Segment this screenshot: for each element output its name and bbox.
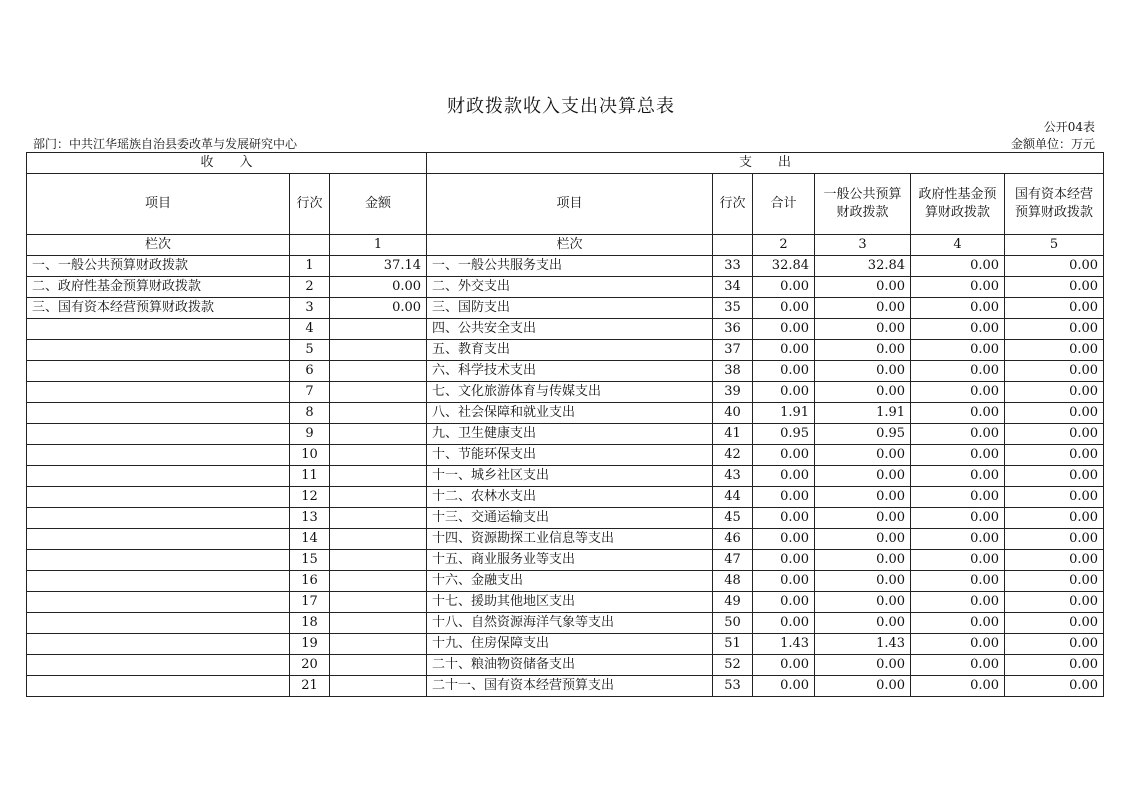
income-amount-cell [330, 634, 427, 655]
income-line-cell: 18 [290, 613, 330, 634]
income-amount-cell [330, 403, 427, 424]
expense-general-cell: 0.00 [815, 487, 911, 508]
expense-total-cell: 0.00 [753, 529, 815, 550]
expense-state-cell: 0.00 [1005, 361, 1104, 382]
income-amount-cell [330, 613, 427, 634]
header-income-amount: 金额 [330, 174, 427, 235]
expense-state-cell: 0.00 [1005, 592, 1104, 613]
expense-line-cell: 50 [713, 613, 753, 634]
expense-state-cell: 0.00 [1005, 424, 1104, 445]
expense-general-cell: 1.91 [815, 403, 911, 424]
expense-item-cell: 三、国防支出 [427, 298, 713, 319]
expense-state-cell: 0.00 [1005, 634, 1104, 655]
expense-fund-cell: 0.00 [911, 256, 1005, 277]
expense-item-cell: 二十、粮油物资储备支出 [427, 655, 713, 676]
income-line-cell: 10 [290, 445, 330, 466]
expense-line-cell: 39 [713, 382, 753, 403]
expense-state-cell: 0.00 [1005, 613, 1104, 634]
index-income-amount: 1 [330, 235, 427, 256]
expense-line-cell: 38 [713, 361, 753, 382]
expense-item-cell: 十五、商业服务业等支出 [427, 550, 713, 571]
income-item-cell [27, 508, 290, 529]
index-expense-item: 栏次 [427, 235, 713, 256]
income-item-cell [27, 655, 290, 676]
income-line-cell: 5 [290, 340, 330, 361]
income-amount-cell [330, 319, 427, 340]
expense-item-cell: 六、科学技术支出 [427, 361, 713, 382]
income-item-cell [27, 361, 290, 382]
expense-item-cell: 十一、城乡社区支出 [427, 466, 713, 487]
income-amount-cell [330, 571, 427, 592]
expense-general-cell: 0.00 [815, 382, 911, 403]
expense-state-cell: 0.00 [1005, 445, 1104, 466]
expense-total-cell: 0.00 [753, 466, 815, 487]
expense-line-cell: 53 [713, 676, 753, 697]
income-item-cell [27, 487, 290, 508]
income-line-cell: 1 [290, 256, 330, 277]
expense-general-cell: 0.00 [815, 592, 911, 613]
expense-fund-cell: 0.00 [911, 571, 1005, 592]
income-line-cell: 9 [290, 424, 330, 445]
income-amount-cell [330, 424, 427, 445]
table-row [27, 382, 1104, 403]
expense-general-cell: 0.00 [815, 655, 911, 676]
table-row [27, 550, 1104, 571]
income-amount-cell: 0.00 [330, 298, 427, 319]
expense-state-cell: 0.00 [1005, 655, 1104, 676]
table-row [27, 487, 1104, 508]
income-line-cell: 6 [290, 361, 330, 382]
expense-total-cell: 0.00 [753, 592, 815, 613]
income-amount-cell [330, 508, 427, 529]
income-amount-cell [330, 487, 427, 508]
header-income-item: 项目 [27, 174, 290, 235]
expense-state-cell: 0.00 [1005, 256, 1104, 277]
expense-item-cell: 十四、资源勘探工业信息等支出 [427, 529, 713, 550]
expense-fund-cell: 0.00 [911, 508, 1005, 529]
expense-item-cell: 十八、自然资源海洋气象等支出 [427, 613, 713, 634]
expense-fund-cell: 0.00 [911, 340, 1005, 361]
income-item-cell [27, 445, 290, 466]
table-row [27, 634, 1104, 655]
expense-line-cell: 43 [713, 466, 753, 487]
unit-label: 金额单位：万元 [1010, 137, 1095, 151]
income-amount-cell [330, 529, 427, 550]
expense-fund-cell: 0.00 [911, 298, 1005, 319]
expense-fund-cell: 0.00 [911, 592, 1005, 613]
expense-fund-cell: 0.00 [911, 613, 1005, 634]
expense-general-cell: 0.00 [815, 571, 911, 592]
expense-line-cell: 33 [713, 256, 753, 277]
header-expense-item: 项目 [427, 174, 713, 235]
income-amount-cell [330, 466, 427, 487]
expense-fund-cell: 0.00 [911, 319, 1005, 340]
income-line-cell: 11 [290, 466, 330, 487]
expense-fund-cell: 0.00 [911, 424, 1005, 445]
expense-item-cell: 二、外交支出 [427, 277, 713, 298]
income-line-cell: 17 [290, 592, 330, 613]
income-line-cell: 21 [290, 676, 330, 697]
expense-line-cell: 46 [713, 529, 753, 550]
income-section-header: 收 入 [27, 153, 427, 174]
header-expense-general: 一般公共预算财政拨款 [815, 174, 911, 235]
expense-general-cell: 0.00 [815, 277, 911, 298]
income-item-cell [27, 319, 290, 340]
income-item-cell: 二、政府性基金预算财政拨款 [27, 277, 290, 298]
income-line-cell: 13 [290, 508, 330, 529]
expense-state-cell: 0.00 [1005, 529, 1104, 550]
expense-line-cell: 44 [713, 487, 753, 508]
form-number: 公开04表 [1043, 120, 1095, 134]
income-item-cell [27, 340, 290, 361]
income-amount-cell: 0.00 [330, 277, 427, 298]
income-line-cell: 12 [290, 487, 330, 508]
expense-item-cell: 十九、住房保障支出 [427, 634, 713, 655]
income-line-cell: 4 [290, 319, 330, 340]
expense-fund-cell: 0.00 [911, 382, 1005, 403]
expense-state-cell: 0.00 [1005, 550, 1104, 571]
expense-item-cell: 八、社会保障和就业支出 [427, 403, 713, 424]
income-amount-cell [330, 445, 427, 466]
index-income-line [290, 235, 330, 256]
budget-table [26, 152, 1104, 697]
income-amount-cell: 37.14 [330, 256, 427, 277]
income-amount-cell [330, 676, 427, 697]
income-amount-cell [330, 340, 427, 361]
income-item-cell [27, 382, 290, 403]
expense-line-cell: 52 [713, 655, 753, 676]
expense-fund-cell: 0.00 [911, 550, 1005, 571]
expense-line-cell: 36 [713, 319, 753, 340]
expense-line-cell: 35 [713, 298, 753, 319]
expense-line-cell: 51 [713, 634, 753, 655]
table-row [27, 403, 1104, 424]
page-title: 财政拨款收入支出决算总表 [447, 96, 675, 117]
expense-general-cell: 0.00 [815, 676, 911, 697]
header-expense-line: 行次 [713, 174, 753, 235]
expense-total-cell: 0.00 [753, 361, 815, 382]
expense-total-cell: 0.00 [753, 445, 815, 466]
expense-general-cell: 0.00 [815, 508, 911, 529]
expense-general-cell: 32.84 [815, 256, 911, 277]
income-line-cell: 3 [290, 298, 330, 319]
table-row [27, 571, 1104, 592]
expense-state-cell: 0.00 [1005, 676, 1104, 697]
index-expense-state: 5 [1005, 235, 1104, 256]
expense-total-cell: 1.91 [753, 403, 815, 424]
index-row [27, 235, 1104, 256]
expense-general-cell: 0.00 [815, 466, 911, 487]
table-row [27, 676, 1104, 697]
table-row [27, 256, 1104, 277]
expense-state-cell: 0.00 [1005, 319, 1104, 340]
expense-item-cell: 十三、交通运输支出 [427, 508, 713, 529]
expense-state-cell: 0.00 [1005, 466, 1104, 487]
expense-state-cell: 0.00 [1005, 298, 1104, 319]
table-row [27, 508, 1104, 529]
table-row [27, 445, 1104, 466]
expense-general-cell: 0.00 [815, 550, 911, 571]
expense-fund-cell: 0.00 [911, 403, 1005, 424]
expense-total-cell: 1.43 [753, 634, 815, 655]
expense-fund-cell: 0.00 [911, 634, 1005, 655]
expense-total-cell: 0.00 [753, 319, 815, 340]
income-item-cell [27, 424, 290, 445]
expense-line-cell: 48 [713, 571, 753, 592]
income-line-cell: 14 [290, 529, 330, 550]
department-label: 部门：中共江华瑶族自治县委改革与发展研究中心 [33, 137, 298, 151]
expense-item-cell: 十二、农林水支出 [427, 487, 713, 508]
table-row [27, 277, 1104, 298]
expense-general-cell: 1.43 [815, 634, 911, 655]
column-header-row [27, 174, 1104, 235]
expense-item-cell: 四、公共安全支出 [427, 319, 713, 340]
expense-state-cell: 0.00 [1005, 487, 1104, 508]
table-row [27, 361, 1104, 382]
expense-state-cell: 0.00 [1005, 571, 1104, 592]
expense-fund-cell: 0.00 [911, 487, 1005, 508]
expense-state-cell: 0.00 [1005, 340, 1104, 361]
header-expense-state: 国有资本经营预算财政拨款 [1005, 174, 1104, 235]
income-item-cell [27, 403, 290, 424]
expense-general-cell: 0.00 [815, 613, 911, 634]
income-item-cell [27, 634, 290, 655]
expense-fund-cell: 0.00 [911, 529, 1005, 550]
index-expense-total: 2 [753, 235, 815, 256]
expense-item-cell: 十七、援助其他地区支出 [427, 592, 713, 613]
income-item-cell [27, 529, 290, 550]
expense-total-cell: 0.00 [753, 298, 815, 319]
income-item-cell [27, 676, 290, 697]
income-item-cell [27, 550, 290, 571]
expense-state-cell: 0.00 [1005, 403, 1104, 424]
expense-line-cell: 34 [713, 277, 753, 298]
income-line-cell: 8 [290, 403, 330, 424]
income-line-cell: 2 [290, 277, 330, 298]
expense-general-cell: 0.00 [815, 529, 911, 550]
expense-line-cell: 45 [713, 508, 753, 529]
expense-total-cell: 0.00 [753, 550, 815, 571]
index-income-item: 栏次 [27, 235, 290, 256]
expense-total-cell: 0.00 [753, 340, 815, 361]
expense-total-cell: 0.00 [753, 277, 815, 298]
expense-general-cell: 0.00 [815, 319, 911, 340]
expense-total-cell: 0.00 [753, 655, 815, 676]
expense-total-cell: 0.00 [753, 487, 815, 508]
income-item-cell [27, 571, 290, 592]
expense-item-cell: 九、卫生健康支出 [427, 424, 713, 445]
expense-line-cell: 49 [713, 592, 753, 613]
expense-total-cell: 0.00 [753, 571, 815, 592]
header-expense-fund: 政府性基金预算财政拨款 [911, 174, 1005, 235]
expense-fund-cell: 0.00 [911, 676, 1005, 697]
expense-total-cell: 0.00 [753, 508, 815, 529]
expense-item-cell: 一、一般公共服务支出 [427, 256, 713, 277]
expense-item-cell: 十、节能环保支出 [427, 445, 713, 466]
income-line-cell: 7 [290, 382, 330, 403]
expense-general-cell: 0.00 [815, 340, 911, 361]
table-row [27, 466, 1104, 487]
index-expense-general: 3 [815, 235, 911, 256]
expense-line-cell: 37 [713, 340, 753, 361]
header-expense-total: 合计 [753, 174, 815, 235]
expense-state-cell: 0.00 [1005, 382, 1104, 403]
section-header-row [27, 153, 1104, 174]
index-expense-fund: 4 [911, 235, 1005, 256]
income-item-cell [27, 592, 290, 613]
expense-fund-cell: 0.00 [911, 361, 1005, 382]
expense-item-cell: 十六、金融支出 [427, 571, 713, 592]
income-amount-cell [330, 550, 427, 571]
expense-fund-cell: 0.00 [911, 466, 1005, 487]
income-line-cell: 20 [290, 655, 330, 676]
income-amount-cell [330, 382, 427, 403]
table-row [27, 592, 1104, 613]
expense-item-cell: 二十一、国有资本经营预算支出 [427, 676, 713, 697]
income-amount-cell [330, 361, 427, 382]
table-row [27, 319, 1104, 340]
expense-line-cell: 41 [713, 424, 753, 445]
expense-item-cell: 七、文化旅游体育与传媒支出 [427, 382, 713, 403]
expense-fund-cell: 0.00 [911, 277, 1005, 298]
header-income-line: 行次 [290, 174, 330, 235]
expense-line-cell: 47 [713, 550, 753, 571]
expense-total-cell: 0.95 [753, 424, 815, 445]
expense-state-cell: 0.00 [1005, 508, 1104, 529]
expense-item-cell: 五、教育支出 [427, 340, 713, 361]
expense-fund-cell: 0.00 [911, 655, 1005, 676]
income-item-cell: 一、一般公共预算财政拨款 [27, 256, 290, 277]
table-row [27, 340, 1104, 361]
income-item-cell [27, 613, 290, 634]
table-row [27, 424, 1104, 445]
expense-total-cell: 0.00 [753, 676, 815, 697]
table-row [27, 613, 1104, 634]
expense-general-cell: 0.95 [815, 424, 911, 445]
expense-total-cell: 0.00 [753, 613, 815, 634]
index-expense-line [713, 235, 753, 256]
income-line-cell: 19 [290, 634, 330, 655]
expense-general-cell: 0.00 [815, 361, 911, 382]
expense-general-cell: 0.00 [815, 445, 911, 466]
table-row [27, 529, 1104, 550]
income-line-cell: 15 [290, 550, 330, 571]
income-amount-cell [330, 655, 427, 676]
expense-section-header: 支 出 [427, 153, 1104, 174]
expense-fund-cell: 0.00 [911, 445, 1005, 466]
table-row [27, 655, 1104, 676]
income-item-cell [27, 466, 290, 487]
expense-general-cell: 0.00 [815, 298, 911, 319]
income-item-cell: 三、国有资本经营预算财政拨款 [27, 298, 290, 319]
expense-line-cell: 40 [713, 403, 753, 424]
income-line-cell: 16 [290, 571, 330, 592]
income-amount-cell [330, 592, 427, 613]
expense-total-cell: 32.84 [753, 256, 815, 277]
expense-total-cell: 0.00 [753, 382, 815, 403]
expense-state-cell: 0.00 [1005, 277, 1104, 298]
table-row [27, 298, 1104, 319]
expense-line-cell: 42 [713, 445, 753, 466]
